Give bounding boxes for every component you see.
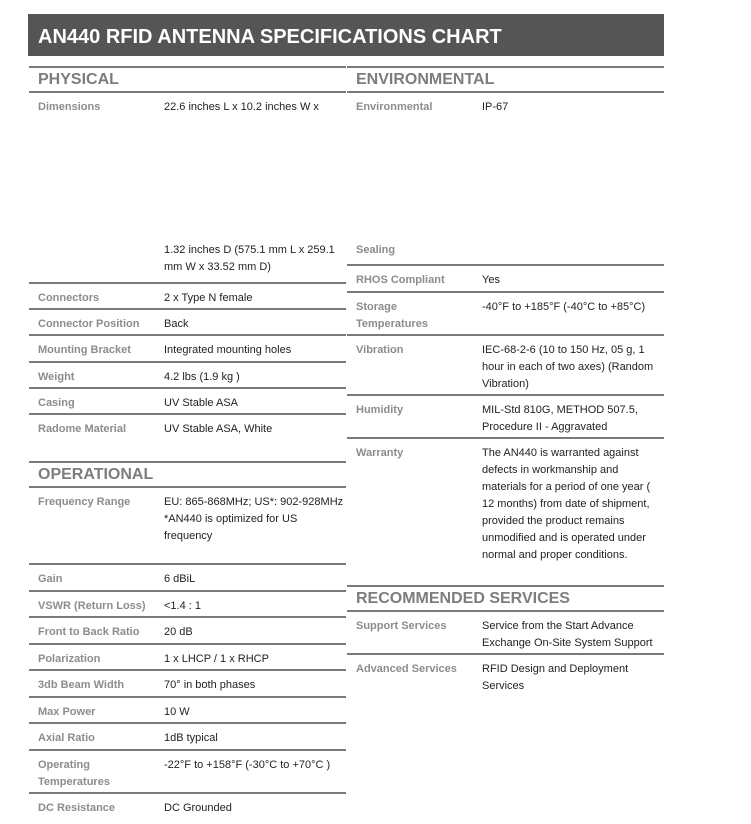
spec-value: DC Grounded bbox=[164, 802, 232, 814]
spec-value: 4.2 lbs (1.9 kg ) bbox=[164, 371, 240, 383]
spec-row-front-to-back bbox=[29, 618, 346, 645]
spec-row-frequency-range bbox=[29, 488, 346, 565]
spec-value: IEC-68-2-6 (10 to 150 Hz, 05 g, 1 hour in each of two axes) (Random Vibration) bbox=[482, 344, 654, 390]
spec-label: Vibration bbox=[356, 344, 404, 356]
spec-value: RFID Design and Deployment Services bbox=[482, 663, 629, 692]
spec-row-radome-material bbox=[29, 415, 346, 461]
spec-value: 22.6 inches L x 10.2 inches W x bbox=[164, 101, 319, 113]
spec-row-humidity bbox=[347, 396, 664, 439]
spec-row-axial-ratio bbox=[29, 724, 346, 751]
section-header-physical bbox=[29, 66, 346, 93]
spec-label: Advanced Services bbox=[356, 663, 457, 675]
spec-value: 1 x LHCP / 1 x RHCP bbox=[164, 653, 269, 665]
spec-row-polarization bbox=[29, 645, 346, 671]
spec-value: 20 dB bbox=[164, 626, 193, 638]
spec-value: MIL-Std 810G, METHOD 507.5, Procedure II - Aggravated bbox=[482, 404, 638, 433]
spec-label: Storage Temperatures bbox=[356, 301, 428, 330]
spec-row-advanced-services bbox=[347, 655, 664, 698]
spec-value: 70° in both phases bbox=[164, 679, 256, 691]
spec-label: VSWR (Return Loss) bbox=[38, 600, 146, 612]
spec-label: Weight bbox=[38, 371, 75, 383]
spec-row-vswr bbox=[29, 592, 346, 618]
section-header-operational bbox=[29, 461, 346, 488]
spec-label: Operating Temperatures bbox=[38, 759, 110, 788]
spec-row-connectors bbox=[29, 284, 346, 310]
spec-row-sealing bbox=[347, 241, 664, 266]
spec-row-dimensions bbox=[29, 93, 346, 241]
spec-value: 2 x Type N female bbox=[164, 292, 253, 304]
spec-label: Frequency Range bbox=[38, 496, 131, 508]
spec-row-warranty bbox=[347, 439, 664, 585]
spec-row-mounting-bracket bbox=[29, 336, 346, 363]
spec-value: -40°F to +185°F (-40°C to +85°C) bbox=[482, 301, 646, 313]
spec-row-dc-resistance bbox=[29, 794, 346, 820]
section-title: OPERATIONAL bbox=[38, 466, 154, 483]
spec-label: Mounting Bracket bbox=[38, 344, 131, 356]
spec-label: Warranty bbox=[356, 447, 404, 459]
spec-row-weight bbox=[29, 363, 346, 389]
spec-value: 6 dBiL bbox=[164, 573, 196, 585]
spec-label: DC Resistance bbox=[38, 802, 116, 814]
spec-value: 1dB typical bbox=[164, 732, 218, 744]
spec-value: Back bbox=[164, 318, 189, 330]
page-title: AN440 RFID ANTENNA SPECIFICATIONS CHART bbox=[38, 26, 502, 48]
spec-row-beam-width bbox=[29, 671, 346, 698]
section-title: ENVIRONMENTAL bbox=[356, 71, 495, 88]
section-title: RECOMMENDED SERVICES bbox=[356, 590, 570, 607]
spec-label: Connector Position bbox=[38, 318, 140, 330]
spec-label: RHOS Compliant bbox=[356, 274, 445, 286]
title-bar bbox=[28, 14, 664, 56]
spec-label: 3db Beam Width bbox=[38, 679, 125, 691]
spec-value: Service from the Start Advance Exchange On-Site System Support bbox=[482, 620, 653, 649]
spec-row-connector-position bbox=[29, 310, 346, 336]
spec-label: Max Power bbox=[38, 706, 96, 718]
spec-label: Axial Ratio bbox=[38, 732, 95, 744]
section-header-recommended-services bbox=[347, 585, 664, 612]
spec-value: IP-67 bbox=[482, 101, 509, 113]
spec-row-max-power bbox=[29, 698, 346, 724]
spec-value: UV Stable ASA, White bbox=[164, 423, 273, 435]
spec-value: -22°F to +158°F (-30°C to +70°C ) bbox=[164, 759, 331, 771]
spec-value: <1.4 : 1 bbox=[164, 600, 202, 612]
right-column bbox=[347, 66, 664, 698]
spec-row-rhos-compliant bbox=[347, 266, 664, 293]
spec-label: Polarization bbox=[38, 653, 101, 665]
spec-label: Sealing bbox=[356, 244, 396, 256]
spec-value: 10 W bbox=[164, 706, 190, 718]
spec-value: 1.32 inches D (575.1 mm L x 259.1 mm W x 33.52 mm D) bbox=[164, 244, 335, 273]
spec-label: Radome Material bbox=[38, 423, 127, 435]
spec-value: Integrated mounting holes bbox=[164, 344, 292, 356]
spec-value: Yes bbox=[482, 274, 500, 286]
spec-label: Front to Back Ratio bbox=[38, 626, 140, 638]
spec-row-storage-temperatures bbox=[347, 293, 664, 336]
spec-row-environmental bbox=[347, 93, 664, 241]
spec-row-operating-temperatures bbox=[29, 751, 346, 794]
spec-label: Environmental bbox=[356, 101, 433, 113]
spec-label: Gain bbox=[38, 573, 63, 585]
spec-row-casing bbox=[29, 389, 346, 415]
spec-label: Casing bbox=[38, 397, 75, 409]
spec-row-vibration bbox=[347, 336, 664, 396]
frequency-note: *AN440 is optimized for US frequency bbox=[164, 513, 298, 542]
spec-value bbox=[164, 494, 344, 545]
spec-label: Dimensions bbox=[38, 101, 101, 113]
spec-row-gain bbox=[29, 565, 346, 592]
section-title: PHYSICAL bbox=[38, 71, 119, 88]
spec-row-dimensions-cont bbox=[29, 241, 346, 284]
spec-label: Support Services bbox=[356, 620, 447, 632]
frequency-value: EU: 865-868MHz; US*: 902-928MHz bbox=[164, 496, 344, 508]
section-header-environmental bbox=[347, 66, 664, 93]
spec-value: The AN440 is warranted against defects in workmanship and materials for a period of one year ( 12 months) from date of shipment, provided the product remains unmodified and is operated under normal and proper conditions. bbox=[482, 447, 651, 561]
spec-label: Humidity bbox=[356, 404, 404, 416]
spec-value: UV Stable ASA bbox=[164, 397, 238, 409]
spec-label: Connectors bbox=[38, 292, 100, 304]
spec-row-support-services bbox=[347, 612, 664, 655]
left-column bbox=[29, 66, 346, 820]
